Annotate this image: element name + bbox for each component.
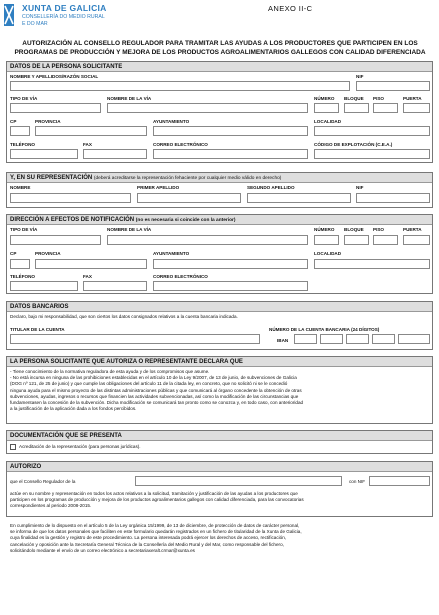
footer-line: En cumplimiento de lo dispuesto en el artículo 5 de la Ley orgánica 15/1999, de 13 de diciembre, de protección de datos de carácter personal,: [10, 523, 300, 528]
label-not-tipo-via: TIPO DE VÍA: [10, 227, 38, 232]
notificacion-title: DIRECCIÓN A EFECTOS DE NOTIFICACIÓN: [10, 217, 135, 223]
declara-p2-line: fundamentasen la concesión de la subvención. Dicha modificación se comunicará tan pronto como se conozca y, en todo caso, con anterioridad: [10, 400, 304, 406]
anexo-label: ANEXO II-C: [268, 4, 313, 13]
autorizo-pre: que el Consello Regulador de la: [10, 479, 76, 484]
declara-p1: - Tiene conocimiento de la normativa reguladora de esta ayuda y de los compromisos que asume.: [10, 369, 210, 374]
label-not-correo: CORREO ELECTRÓNICO: [153, 274, 208, 279]
account-block-field[interactable]: [320, 334, 343, 344]
label-iban: IBAN: [277, 338, 289, 343]
ayuntamiento-field[interactable]: [153, 126, 308, 136]
label-telefono: TELÉFONO: [10, 142, 36, 147]
autorizo-line: correspondientes al periodo 2008-2015.: [10, 503, 92, 509]
label-puerta: PUERTA: [403, 96, 422, 101]
title-line-2: PROGRAMAS DE PRODUCCIÓN Y MEJORA DE LOS PRODUCTOS AGROALIMENTARIOS GALLEGOS CON CALIDAD DIFERENCIADA: [14, 49, 426, 56]
correo-field[interactable]: [153, 149, 308, 159]
section-declara: [6, 356, 433, 424]
section-title: DOCUMENTACIÓN QUE SE PRESENTA: [7, 431, 432, 441]
label-bloque: BLOQUE: [344, 96, 364, 101]
section-title: DATOS BANCARIOS: [7, 302, 432, 312]
localidad-field[interactable]: [314, 126, 430, 136]
rep-nif-field[interactable]: [356, 193, 430, 203]
logo-text-conselleria: CONSELLERÍA DO MEDIO RURAL: [22, 14, 105, 20]
label-not-provincia: PROVINCIA: [35, 251, 61, 256]
not-provincia-field[interactable]: [35, 259, 147, 269]
fax-field[interactable]: [83, 149, 147, 159]
autorizo-text: [10, 491, 430, 510]
cp-field[interactable]: [10, 126, 30, 136]
piso-field[interactable]: [373, 103, 398, 113]
rep-nombre-field[interactable]: [10, 193, 131, 203]
nif-field[interactable]: [356, 81, 430, 91]
codigo-explotacion-field[interactable]: [314, 149, 430, 159]
autorizo-nif-field[interactable]: [369, 476, 430, 486]
label-cp: CP: [10, 119, 17, 124]
section-representacion: [6, 172, 433, 208]
label-rep-nif: NIF: [356, 185, 364, 190]
autorizo-line: participen en los programas de producción y mejora de los productos agroalimentarios gallegos con calidad diferenciada, para las convocatorias: [10, 497, 304, 503]
puerta-field[interactable]: [403, 103, 430, 113]
label-piso: PISO: [373, 96, 384, 101]
label-not-cp: CP: [10, 251, 17, 256]
autorizo-con-nif: con NIF: [349, 479, 366, 484]
label-not-nombre-via: NOMBRE DE LA VÍA: [107, 227, 152, 232]
titular-field[interactable]: [10, 334, 260, 344]
not-puerta-field[interactable]: [403, 235, 430, 245]
not-nombre-via-field[interactable]: [107, 235, 308, 245]
footer-line: cuya finalidad es la gestión y registro de este procedimiento. La persona interesada podrá ejercer los derechos de acceso, rectificación,: [10, 535, 287, 541]
nombre-via-field[interactable]: [107, 103, 308, 113]
iban-field[interactable]: [294, 334, 317, 344]
label-not-telefono: TELÉFONO: [10, 274, 36, 279]
label-correo: CORREO ELECTRÓNICO: [153, 142, 208, 147]
provincia-field[interactable]: [35, 126, 147, 136]
declara-p2-line: ninguna ayuda para el mismo proyecto de las distintas administraciones públicas y que comunicará al órgano concedente la obtención de otras: [10, 387, 302, 393]
not-correo-field[interactable]: [153, 281, 308, 291]
section-autorizo: [6, 461, 433, 517]
label-rep-nombre: NOMBRE: [10, 185, 31, 190]
label-not-bloque: BLOQUE: [344, 227, 364, 232]
label-not-fax: FAX: [83, 274, 92, 279]
section-title: LA PERSONA SOLICITANTE QUE AUTORIZA O REPRESENTANTE DECLARA QUE: [7, 357, 432, 367]
not-tipo-via-field[interactable]: [10, 235, 101, 245]
account-block-field[interactable]: [346, 334, 369, 344]
acreditacion-checkbox[interactable]: [10, 444, 16, 450]
rep-segundo-apellido-field[interactable]: [247, 193, 351, 203]
form-title: [10, 39, 430, 57]
label-ayuntamiento: AYUNTAMIENTO: [153, 119, 190, 124]
label-codigo-explotacion: CÓDIGO DE EXPLOTACIÓN (C.E.A.): [314, 142, 393, 147]
declara-p2-line: a la justificación de la aplicación dada a los fondos percibidos.: [10, 406, 137, 412]
footer-line: solicitándolo mediante el envío de un correo electrónico a secretariaxeralt.crmar@xunta.es: [10, 547, 195, 553]
declara-p2-line: (DOG nº 121, de 25 de junio) y que cumple las obligaciones del artículo 11 de la citada ley, en concreto, que no solicitó ni se le concedió: [10, 381, 288, 387]
not-localidad-field[interactable]: [314, 259, 430, 269]
account-block-field[interactable]: [398, 334, 430, 344]
numero-field[interactable]: [314, 103, 339, 113]
not-fax-field[interactable]: [83, 281, 147, 291]
not-ayuntamiento-field[interactable]: [153, 259, 308, 269]
representacion-note: (deberá acreditarse la representación fehaciente por cualquier medio válido en derecho): [93, 176, 282, 181]
autorizo-line: actúe en su nombre y representación en todos los actos relativos a la solicitud, tramitación y justificación de las ayudas a los productores que: [10, 491, 298, 496]
consello-regulador-field[interactable]: [135, 476, 342, 486]
section-notificacion: [6, 214, 433, 294]
label-fax: FAX: [83, 142, 92, 147]
xunta-logo-icon: [4, 4, 14, 26]
label-nif: NIF: [356, 74, 364, 79]
label-provincia: PROVINCIA: [35, 119, 61, 124]
label-rep-primer-apellido: PRIMER APELLIDO: [137, 185, 180, 190]
declara-text: [10, 369, 430, 412]
section-title: AUTORIZO: [7, 462, 432, 472]
label-not-numero: NÚMERO: [314, 227, 335, 232]
title-line-1: AUTORIZACIÓN AL CONSELLO REGULADOR PARA TRAMITAR LAS AYUDAS A LOS PRODUCTORES QUE PARTICIPEN EN LOS: [22, 40, 418, 47]
bancarios-declaracion: Declaro, bajo mi responsabilidad, que son ciertos los datos consignados relativos a la cuenta bancaria indicada.: [10, 314, 238, 319]
nombre-field[interactable]: [10, 81, 350, 91]
label-not-ayuntamiento: AYUNTAMIENTO: [153, 251, 190, 256]
telefono-field[interactable]: [10, 149, 78, 159]
section-documentacion: [6, 430, 433, 454]
account-block-field[interactable]: [372, 334, 395, 344]
logo-text-xunta: XUNTA DE GALICIA: [22, 3, 107, 13]
footer-line: cancelación y oposición ante la Secretaría General Técnica de la Consellería del Medio Rural y del Mar, como responsable del fichero,: [10, 541, 284, 547]
bloque-field[interactable]: [344, 103, 369, 113]
section-bancarios: [6, 301, 433, 350]
not-telefono-field[interactable]: [10, 281, 78, 291]
not-numero-field[interactable]: [314, 235, 339, 245]
not-cp-field[interactable]: [10, 259, 30, 269]
label-rep-segundo-apellido: SEGUNDO APELLIDO: [247, 185, 295, 190]
section-title: DATOS DE LA PERSONA SOLICITANTE: [7, 62, 432, 72]
footer-line: se informa de que los datos personales que faciliten en este formulario quedarán registrados en un fichero de titularidad de la Xunta de Galicia,: [10, 529, 302, 535]
section-solicitante: [6, 61, 433, 163]
section-title: [7, 215, 432, 225]
label-titular: TITULAR DE LA CUENTA: [10, 327, 65, 332]
notificacion-note: (no es necesaria si coincide con la anterior): [135, 218, 236, 223]
declara-p2-line: - No está incursa en ninguna de las prohibiciones establecidas en el artículo 10 de la Ley 9/2007, de 13 de junio, de subvenciones de Galicia: [10, 375, 297, 381]
legal-footer: [10, 523, 430, 554]
label-numero: NÚMERO: [314, 96, 335, 101]
section-title: [7, 173, 432, 183]
tipo-via-field[interactable]: [10, 103, 101, 113]
logo-text-medio-mar: E DO MAR: [22, 21, 48, 27]
not-piso-field[interactable]: [373, 235, 398, 245]
acreditacion-label: Acreditación de la representación (para personas jurídicas).: [19, 444, 141, 449]
label-nombre-via: NOMBRE DE LA VÍA: [107, 96, 152, 101]
label-not-localidad: LOCALIDAD: [314, 251, 342, 256]
rep-primer-apellido-field[interactable]: [137, 193, 241, 203]
declara-p2-line: subvenciones, ayudas, ingresos o recursos que financien las actividades subvencionadas, así como la modificación de las circunstancias que: [10, 393, 299, 399]
label-tipo-via: TIPO DE VÍA: [10, 96, 38, 101]
representacion-title: Y, EN SU REPRESENTACIÓN: [10, 175, 93, 181]
label-not-piso: PISO: [373, 227, 384, 232]
label-not-puerta: PUERTA: [403, 227, 422, 232]
label-nombre: NOMBRE Y APELLIDOS/RAZÓN SOCIAL: [10, 74, 99, 79]
not-bloque-field[interactable]: [344, 235, 369, 245]
label-numero-cuenta: NÚMERO DE LA CUENTA BANCARIA (24 DÍGITOS): [269, 327, 380, 332]
label-localidad: LOCALIDAD: [314, 119, 342, 124]
